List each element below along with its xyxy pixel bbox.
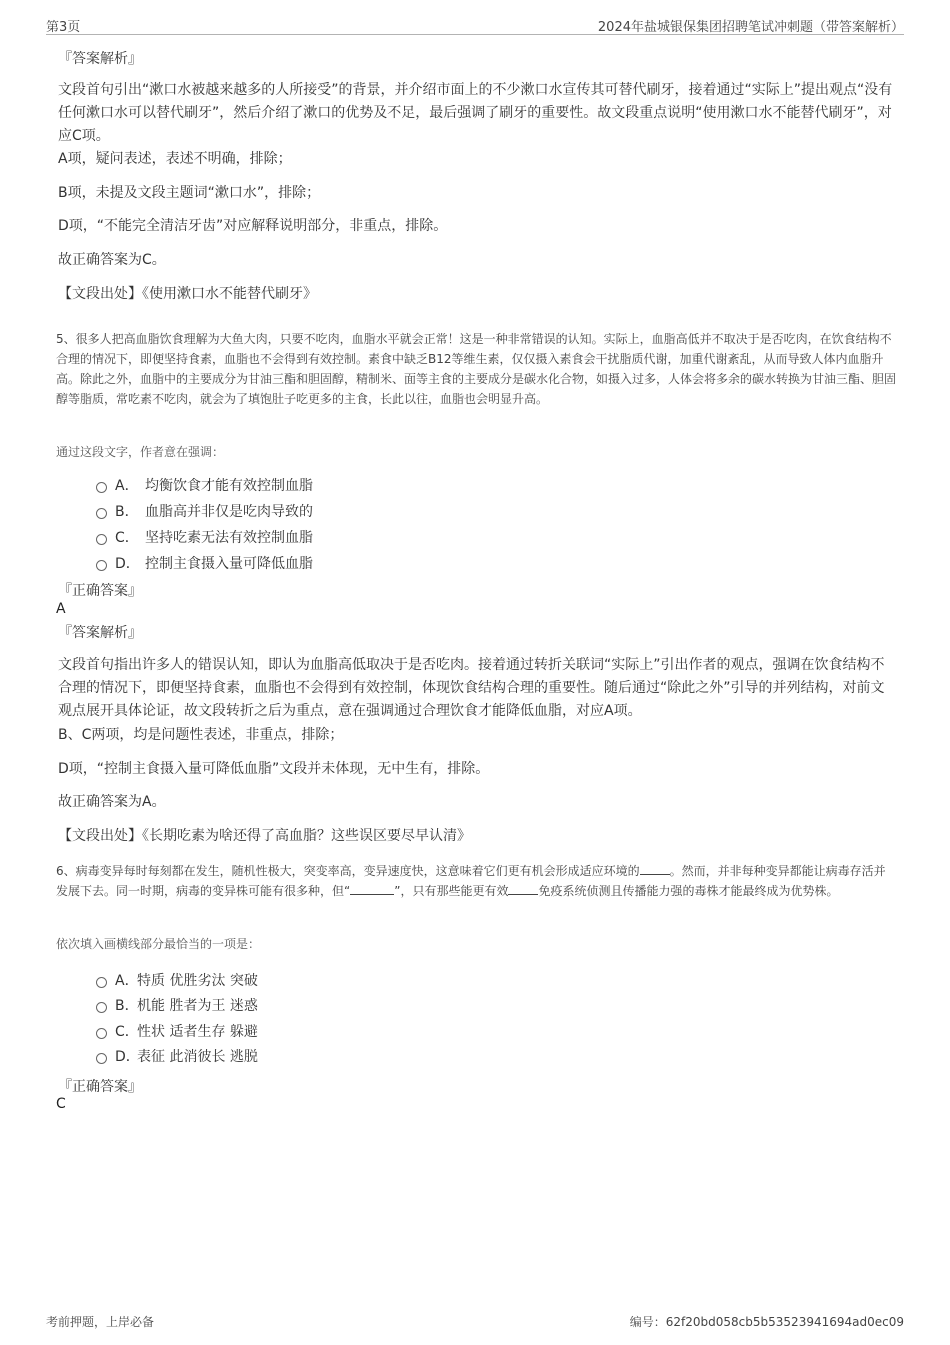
correct-answer: C	[56, 1096, 66, 1112]
option-letter: C．	[115, 1024, 139, 1040]
radio-icon[interactable]	[96, 1028, 107, 1039]
analysis-label: 『答案解析』	[58, 51, 142, 67]
option-text: 性状 适者生存 躲避	[137, 1024, 258, 1040]
fill-blank	[508, 882, 538, 895]
analysis-label: 『答案解析』	[58, 625, 142, 641]
question-prompt: 依次填入画横线部分最恰当的一项是：	[56, 937, 261, 951]
option-text: 血脂高并非仅是吃肉导致的	[145, 504, 313, 520]
option-text: 坚持吃素无法有效控制血脂	[145, 530, 313, 546]
option-letter: A．	[115, 478, 139, 494]
analysis-paragraph: D项，“不能完全清洁牙齿”对应解释说明部分，非重点，排除。	[58, 218, 448, 234]
analysis-paragraph: 故正确答案为C。	[58, 252, 166, 268]
analysis-paragraph: A项，疑问表述，表述不明确，排除；	[58, 151, 292, 167]
analysis-paragraph: B项，未提及文段主题词“漱口水”，排除；	[58, 185, 321, 201]
analysis-paragraph: 文段首句引出“漱口水被越来越多的人所接受”的背景，并介绍市面上的不少漱口水宣传其可替代刷牙，接着通过“实际上”提出观点“没有任何漱口水可以替代刷牙”，然后介绍了漱口的优势及不足，最后强调了刷牙的重要性。故文段重点说明“使用漱口水不能替代刷牙”，对应C项。	[58, 82, 893, 144]
option-d[interactable]	[96, 554, 313, 574]
option-text: 均衡饮食才能有效控制血脂	[145, 478, 313, 494]
page-footer	[46, 1313, 904, 1329]
stem-text: 6、病毒变异每时每刻都在发生，随机性极大，突变率高，变异速度快，这意味着它们更有机会形成适应环境的	[56, 864, 640, 878]
document-title: 2024年盐城银保集团招聘笔试冲刺题（带答案解析）	[597, 20, 904, 35]
fill-blank	[350, 882, 394, 895]
correct-answer: A	[56, 601, 66, 617]
analysis-paragraph: D项，“控制主食摄入量可降低血脂”文段并未体现，无中生有，排除。	[58, 761, 490, 777]
option-letter: B．	[115, 504, 139, 520]
radio-icon[interactable]	[96, 560, 107, 571]
option-text: 特质 优胜劣汰 突破	[137, 973, 258, 989]
analysis-paragraph: B、C两项，均是问题性表述，非重点，排除；	[58, 727, 344, 743]
analysis-paragraph: 故正确答案为A。	[58, 794, 166, 810]
footer-slogan: 考前押题，上岸必备	[46, 1315, 155, 1329]
fill-blank	[640, 862, 670, 875]
option-c[interactable]	[96, 528, 313, 548]
radio-icon[interactable]	[96, 534, 107, 545]
question-stem	[56, 861, 896, 901]
option-b[interactable]	[96, 502, 313, 522]
option-a[interactable]	[96, 971, 258, 991]
analysis-paragraph: 文段首句指出许多人的错误认知，即认为血脂高低取决于是否吃肉。接着通过转折关联词“实际上”引出作者的观点，强调在饮食结构不合理的情况下，即便坚持食素，血脂也不会得到有效控制，体现饮食结构合理的重要性。随后通过“除此之外”引导的并列结构，对前文观点展开具体论证，故文段转折之后为重点，意在强调通过合理饮食才能降低血脂，对应A项。	[58, 657, 885, 719]
option-letter: D．	[115, 1049, 140, 1065]
option-text: 表征 此消彼长 逃脱	[137, 1049, 258, 1065]
option-c[interactable]	[96, 1022, 258, 1042]
radio-icon[interactable]	[96, 977, 107, 988]
source-citation: 【文段出处】《长期吃素为啥还得了高血脂？这些误区要尽早认清》	[58, 828, 471, 844]
correct-answer-label: 『正确答案』	[58, 1079, 142, 1095]
document-id: 编号：62f20bd058cb5b53523941694ad0ec09	[629, 1315, 904, 1329]
option-letter: B．	[115, 998, 139, 1014]
option-b[interactable]	[96, 996, 258, 1016]
question-stem: 5、很多人把高血脂饮食理解为大鱼大肉，只要不吃肉，血脂水平就会正常！这是一种非常错误的认知。实际上，血脂高低并不取决于是否吃肉，在饮食结构不合理的情况下，即便坚持食素，血脂也不会得到有效控制。素食中缺乏B12等维生素，仅仅摄入素食会干扰脂质代谢，加重代谢紊乱，从而导致人体内血脂升高。除此之外，血脂中的主要成分为甘油三酯和胆固醇，精制米、面等主食的主要成分是碳水化合物，如摄入过多，人体会将多余的碳水转换为甘油三酯、胆固醇等脂质，常吃素不吃肉，就会为了填饱肚子吃更多的主食，长此以往，血脂也会明显升高。	[56, 332, 897, 406]
page-header	[46, 14, 904, 35]
option-text: 控制主食摄入量可降低血脂	[145, 556, 313, 572]
option-letter: A．	[115, 973, 139, 989]
option-letter: C．	[115, 530, 139, 546]
question-prompt: 通过这段文字，作者意在强调：	[56, 445, 225, 459]
option-text: 机能 胜者为王 迷惑	[137, 998, 258, 1014]
radio-icon[interactable]	[96, 1053, 107, 1064]
option-a[interactable]	[96, 476, 313, 496]
radio-icon[interactable]	[96, 508, 107, 519]
stem-text: 免疫系统侦测且传播能力强的毒株才能最终成为优势株。	[538, 884, 839, 898]
radio-icon[interactable]	[96, 1002, 107, 1013]
source-citation: 【文段出处】《使用漱口水不能替代刷牙》	[58, 286, 317, 302]
page-number: 第3页	[46, 20, 81, 35]
stem-text: 。然而，并非每种变异都能让病毒存活并发展下去。同一时期，病毒的变异株可能有很多种，但“	[56, 864, 886, 898]
correct-answer-label: 『正确答案』	[58, 583, 142, 599]
stem-text: ”，只有那些能更有效	[394, 884, 509, 898]
radio-icon[interactable]	[96, 482, 107, 493]
option-d[interactable]	[96, 1047, 258, 1067]
option-letter: D．	[115, 556, 140, 572]
